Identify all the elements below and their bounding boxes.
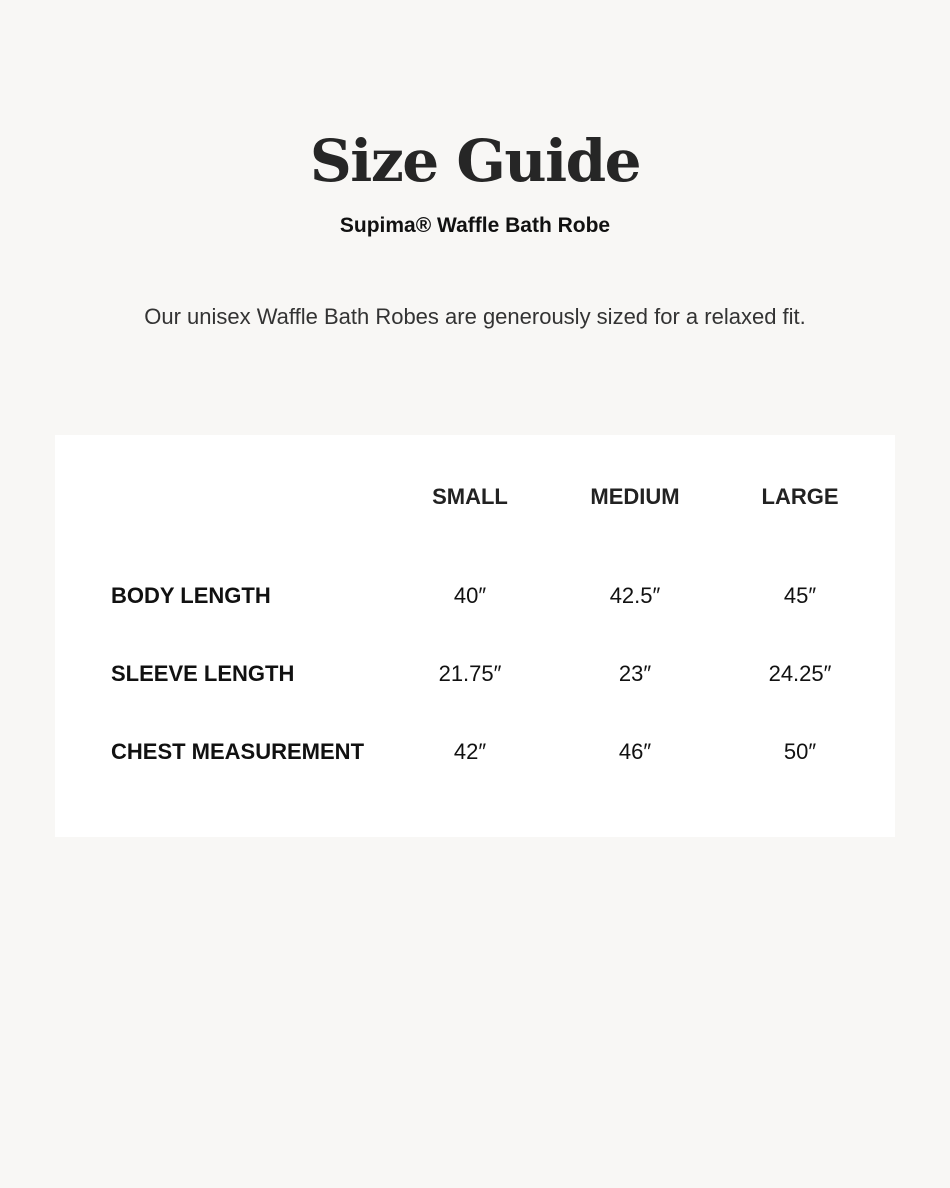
cell-chest-measurement-large: 50″ xyxy=(783,739,817,764)
page-title: Size Guide xyxy=(309,127,641,195)
row-label-body-length: BODY LENGTH xyxy=(111,583,271,608)
column-header-small: SMALL xyxy=(432,484,508,509)
cell-body-length-small: 40″ xyxy=(453,583,487,608)
row-label-chest-measurement: CHEST MEASUREMENT xyxy=(111,739,365,764)
cell-body-length-medium: 42.5″ xyxy=(609,583,661,608)
cell-sleeve-length-small: 21.75″ xyxy=(438,661,502,686)
product-name: Supima® Waffle Bath Robe xyxy=(339,214,611,237)
cell-chest-measurement-small: 42″ xyxy=(453,739,487,764)
cell-sleeve-length-medium: 23″ xyxy=(618,661,652,686)
cell-chest-measurement-medium: 46″ xyxy=(618,739,652,764)
column-header-large: LARGE xyxy=(761,484,839,509)
fit-description: Our unisex Waffle Bath Robes are generously sized for a relaxed fit. xyxy=(144,304,806,329)
row-label-sleeve-length: SLEEVE LENGTH xyxy=(111,661,295,686)
size-chart-table xyxy=(55,435,895,837)
column-header-medium: MEDIUM xyxy=(590,484,680,509)
cell-sleeve-length-large: 24.25″ xyxy=(768,661,832,686)
cell-body-length-large: 45″ xyxy=(783,583,817,608)
